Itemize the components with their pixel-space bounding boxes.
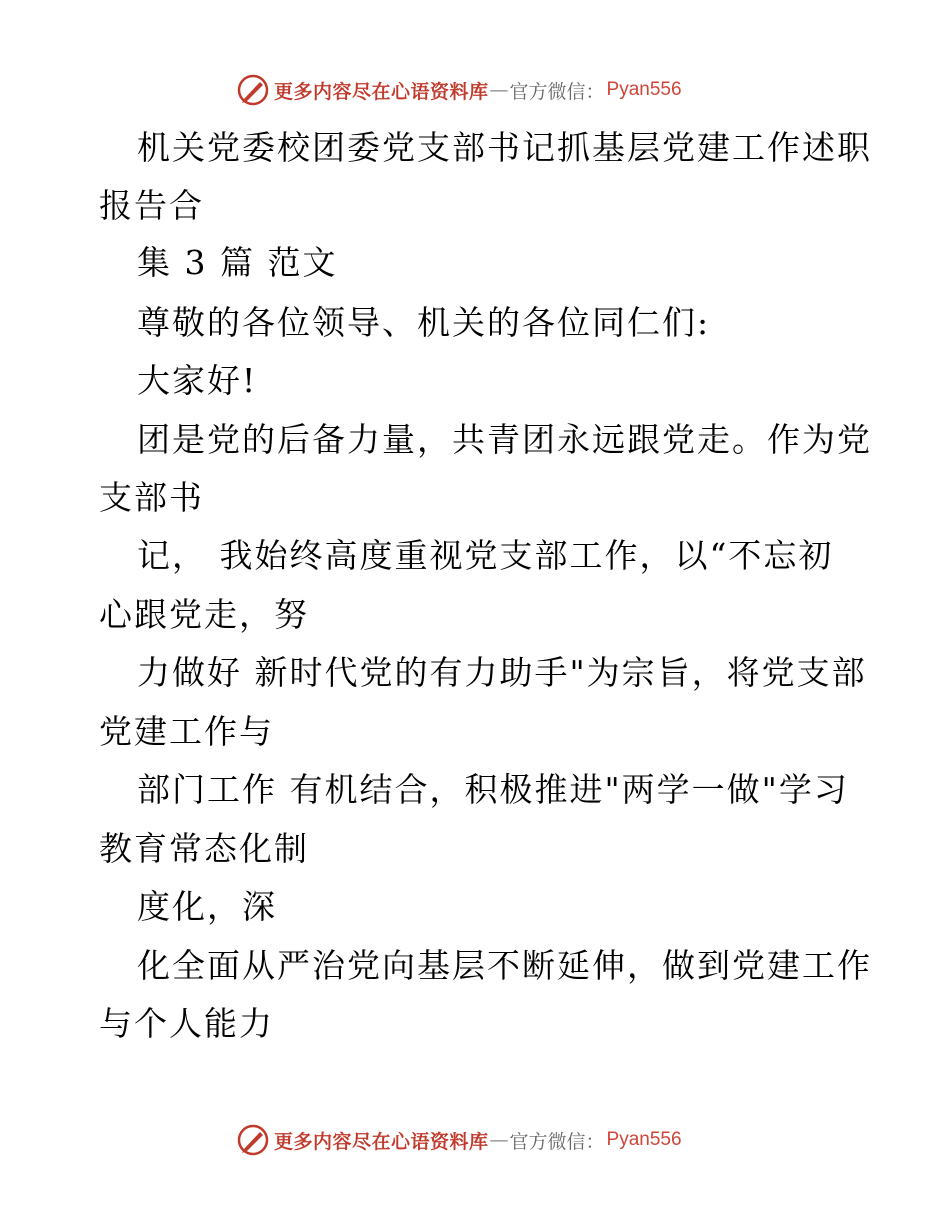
banner-dash: — (489, 1129, 509, 1151)
banner-text: 更多内容尽在心语资料库 (274, 80, 489, 103)
title-line-1: 机关党委校团委党支部书记抓基层党建工作述职 (137, 128, 872, 167)
paragraph-line: 党建工作与 (99, 712, 274, 751)
banner-dash: — (489, 79, 509, 101)
paragraph-line: 记， 我始终高度重视党支部工作，以“不忘初 (137, 536, 834, 575)
paragraph-line: 化全面从严治党向基层不断延伸，做到党建工作 (137, 946, 872, 985)
paragraph-line: 度化，深 (137, 887, 277, 926)
banner-text: 更多内容尽在心语资料库 (274, 1130, 489, 1153)
banner-wechat-id: Pyan556 (606, 1129, 682, 1150)
banner-wechat-id: Pyan556 (606, 79, 682, 100)
paragraph-line: 力做好 新时代党的有力助手"为宗旨，将党支部 (137, 653, 867, 692)
paragraph-line: 部门工作 有机结合，积极推进"两学一做"学习 (137, 770, 849, 809)
footer-banner (236, 1122, 682, 1158)
pen-seal-icon (236, 73, 270, 107)
paragraph-line: 与个人能力 (99, 1004, 274, 1043)
pen-seal-icon (236, 1123, 270, 1157)
paragraph-line: 支部书 (99, 478, 204, 517)
greeting-line: 大家好! (137, 361, 258, 400)
paragraph-line: 心跟党走，努 (99, 595, 309, 634)
banner-subtitle: 官方微信： (509, 1130, 605, 1153)
paragraph-line: 团是党的后备力量，共青团永远跟党走。作为党 (137, 420, 872, 459)
banner-subtitle: 官方微信： (509, 80, 605, 103)
paragraph-line: 教育常态化制 (99, 829, 309, 868)
header-banner (236, 72, 682, 108)
salutation-line: 尊敬的各位领导、机关的各位同仁们: (137, 303, 711, 342)
title-line-2: 报告合 (99, 186, 204, 225)
subtitle-line: 集 3 篇 范文 (137, 243, 338, 282)
